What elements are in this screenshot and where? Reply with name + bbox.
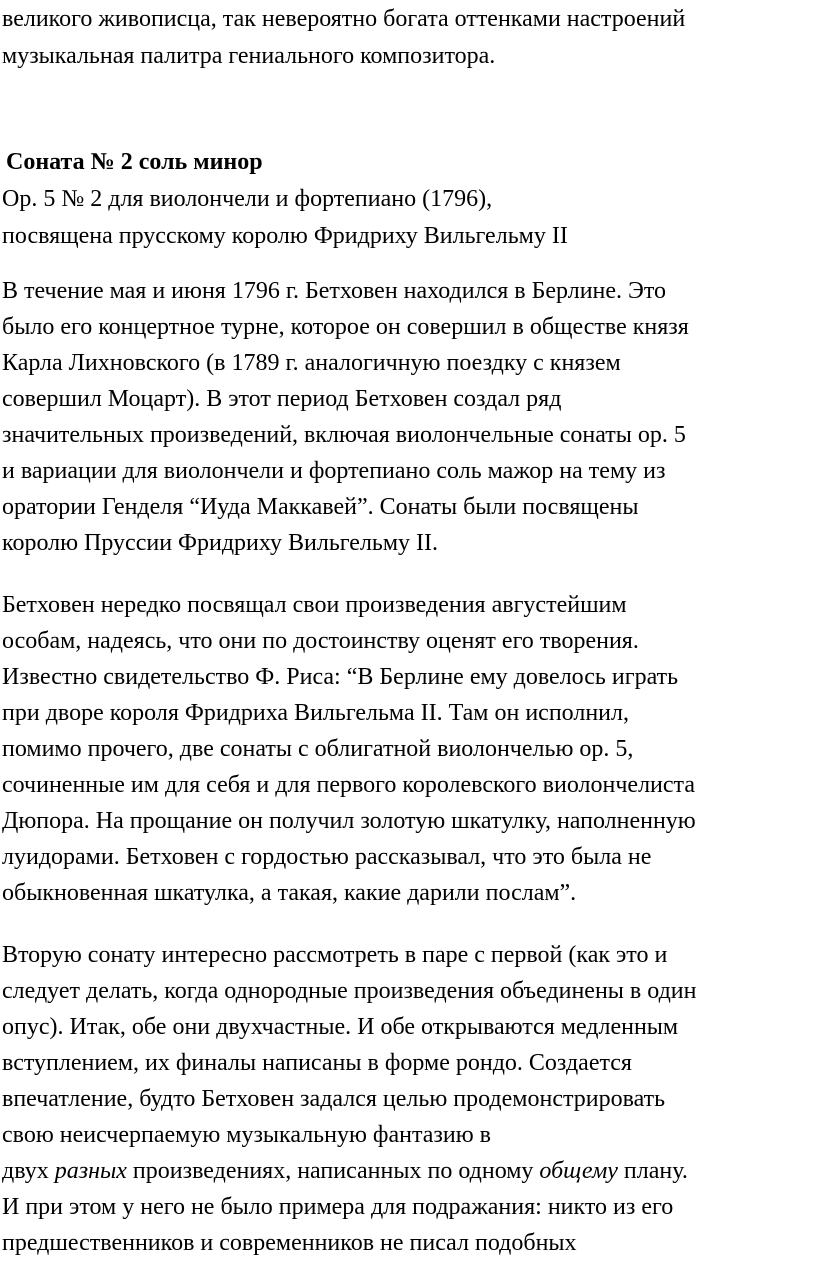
intro-line: музыкальная палитра гениального композитора. <box>2 43 496 69</box>
text-run: произведениях, написанных по одному <box>126 1158 540 1184</box>
paragraph-line: луидорами. Бетховен с гордостью рассказывал, что это была не <box>2 844 652 870</box>
paragraph-line: сочиненные им для себя и для первого королевского виолончелиста <box>2 772 695 798</box>
paragraph-line: оратории Генделя “Иуда Маккавей”. Сонаты были посвящены <box>2 494 639 520</box>
paragraph-line: значительных произведений, включая виолончельные сонаты ор. 5 <box>2 422 686 448</box>
paragraph-line: впечатление, будто Бетховен задался целью продемонстрировать <box>2 1086 666 1112</box>
paragraph-line: при дворе короля Фридриха Вильгельма II. Там он исполнил, <box>2 700 629 726</box>
paragraph-line: было его концертное турне, которое он совершил в обществе князя <box>2 314 689 340</box>
paragraph-line: опус). Итак, обе они двухчастные. И обе открываются медленным <box>2 1014 679 1040</box>
section-heading: Соната № 2 соль минор <box>6 149 263 175</box>
paragraph-line: особам, надеясь, что они по достоинству оценят его творения. <box>2 628 639 654</box>
text-run: плану. <box>617 1158 688 1184</box>
paragraph-line: обыкновенная шкатулка, а такая, какие дарили послам”. <box>2 880 577 906</box>
emphasis-text: общему <box>539 1158 618 1184</box>
text-run: двух <box>2 1158 55 1184</box>
paragraph-line: вступлением, их финалы написаны в форме рондо. Создается <box>2 1050 632 1076</box>
paragraph-line: предшественников и современников не писал подобных <box>2 1230 577 1256</box>
section-subtitle-line: Op. 5 № 2 для виолончели и фортепиано (1796), <box>2 186 493 212</box>
paragraph-line: Бетховен нередко посвящал свои произведения августейшим <box>2 592 627 618</box>
paragraph-line: помимо прочего, две сонаты с облигатной виолончелью ор. 5, <box>2 736 634 762</box>
paragraph-line: Дюпора. На прощание он получил золотую шкатулку, наполненную <box>2 808 696 834</box>
intro-line: великого живописца, так невероятно богата оттенками настроений <box>2 6 686 32</box>
paragraph-line-mixed <box>2 1154 688 1190</box>
emphasis-text: разных <box>54 1158 127 1184</box>
paragraph-line: Известно свидетельство Ф. Риса: “В Берлине ему довелось играть <box>2 664 679 690</box>
paragraph-line: совершил Моцарт). В этот период Бетховен создал ряд <box>2 386 562 412</box>
paragraph-line: королю Пруссии Фридриху Вильгельму II. <box>2 530 439 556</box>
paragraph-line: Карла Лихновского (в 1789 г. аналогичную поездку с князем <box>2 350 621 376</box>
paragraph-line: следует делать, когда однородные произведения объединены в один <box>2 978 697 1004</box>
paragraph-line: И при этом у него не было примера для подражания: никто из его <box>2 1194 674 1220</box>
paragraph-line: Вторую сонату интересно рассмотреть в паре с первой (как это и <box>2 942 668 968</box>
paragraph-line: и вариации для виолончели и фортепиано соль мажор на тему из <box>2 458 666 484</box>
paragraph-line: свою неисчерпаемую музыкальную фантазию в <box>2 1122 491 1148</box>
section-subtitle-line: посвящена прусскому королю Фридриху Вильгельму II <box>2 223 568 249</box>
paragraph-line: В течение мая и июня 1796 г. Бетховен находился в Берлине. Это <box>2 278 667 304</box>
